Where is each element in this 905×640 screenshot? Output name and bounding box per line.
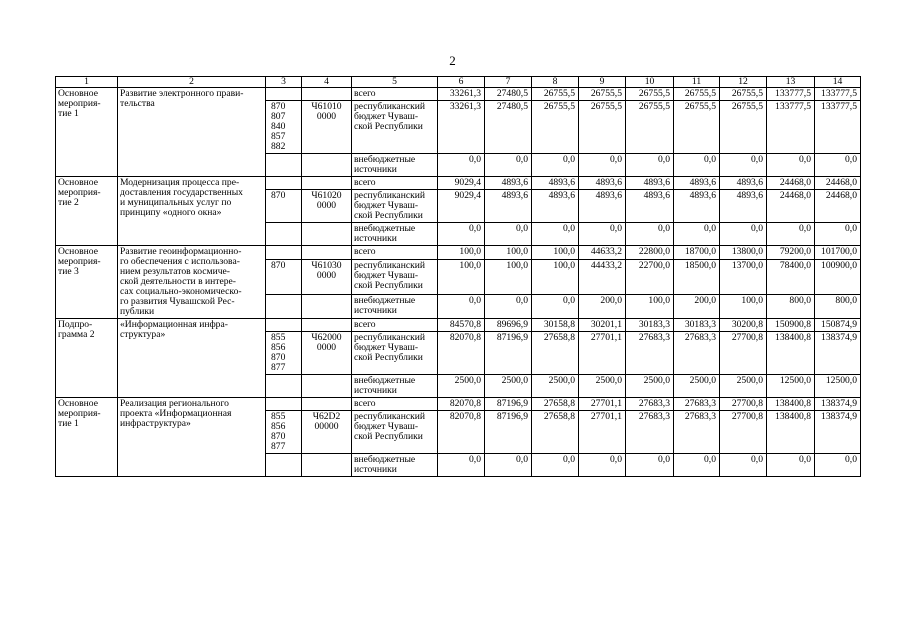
value-cell: 800,0 bbox=[815, 294, 861, 318]
value-cell: 18700,0 bbox=[674, 246, 720, 260]
value-cell: 4893,6 bbox=[626, 177, 674, 190]
funding-source-cell: всего bbox=[352, 246, 438, 260]
value-cell: 44433,2 bbox=[579, 259, 626, 294]
value-cell: 27683,3 bbox=[674, 411, 720, 454]
target-code-cell bbox=[302, 177, 352, 190]
value-cell: 27700,8 bbox=[720, 411, 767, 454]
grbs-code-cell bbox=[266, 88, 302, 101]
value-cell: 133777,5 bbox=[767, 88, 815, 101]
funding-source-cell: внебюджетные источники bbox=[352, 154, 438, 177]
value-cell: 200,0 bbox=[579, 294, 626, 318]
value-cell: 138400,8 bbox=[767, 411, 815, 454]
value-cell: 26755,5 bbox=[532, 101, 579, 154]
value-cell: 4893,6 bbox=[626, 190, 674, 223]
value-cell: 33261,3 bbox=[438, 101, 485, 154]
column-header: 9 bbox=[579, 77, 626, 88]
value-cell: 24468,0 bbox=[815, 177, 861, 190]
budget-table bbox=[55, 76, 861, 477]
value-cell: 100,0 bbox=[438, 259, 485, 294]
grbs-code-cell bbox=[266, 398, 302, 411]
column-header: 7 bbox=[485, 77, 532, 88]
value-cell: 26755,5 bbox=[579, 88, 626, 101]
value-cell: 30183,3 bbox=[674, 319, 720, 332]
funding-source-cell: всего bbox=[352, 177, 438, 190]
value-cell: 4893,6 bbox=[532, 177, 579, 190]
value-cell: 87196,9 bbox=[485, 398, 532, 411]
value-cell: 82070,8 bbox=[438, 332, 485, 375]
value-cell: 78400,0 bbox=[767, 259, 815, 294]
target-code-cell bbox=[302, 319, 352, 332]
funding-source-cell: внебюджетные источники bbox=[352, 223, 438, 246]
value-cell: 0,0 bbox=[815, 154, 861, 177]
value-cell: 138374,9 bbox=[815, 398, 861, 411]
value-cell: 0,0 bbox=[674, 154, 720, 177]
column-header: 11 bbox=[674, 77, 720, 88]
value-cell: 24468,0 bbox=[767, 190, 815, 223]
value-cell: 4893,6 bbox=[674, 177, 720, 190]
value-cell: 0,0 bbox=[438, 454, 485, 477]
value-cell: 200,0 bbox=[674, 294, 720, 318]
value-cell: 13800,0 bbox=[720, 246, 767, 260]
value-cell: 26755,5 bbox=[579, 101, 626, 154]
funding-source-cell: республиканский бюджет Чуваш- ской Республики bbox=[352, 411, 438, 454]
value-cell: 79200,0 bbox=[767, 246, 815, 260]
value-cell: 0,0 bbox=[626, 154, 674, 177]
target-code-cell bbox=[302, 154, 352, 177]
value-cell: 0,0 bbox=[579, 454, 626, 477]
page-number: 2 bbox=[449, 53, 456, 68]
value-cell: 4893,6 bbox=[579, 177, 626, 190]
value-cell: 27701,1 bbox=[579, 398, 626, 411]
value-cell: 26755,5 bbox=[720, 101, 767, 154]
grbs-code-cell: 855 856 870 877 bbox=[266, 332, 302, 375]
funding-source-cell: республиканский бюджет Чуваш- ской Республики bbox=[352, 332, 438, 375]
value-cell: 30200,8 bbox=[720, 319, 767, 332]
funding-source-cell: всего bbox=[352, 398, 438, 411]
value-cell: 4893,6 bbox=[674, 190, 720, 223]
value-cell: 4893,6 bbox=[485, 190, 532, 223]
value-cell: 0,0 bbox=[815, 454, 861, 477]
column-header: 6 bbox=[438, 77, 485, 88]
program-type-cell: Основное мероприя- тие 1 bbox=[56, 88, 118, 177]
value-cell: 133777,5 bbox=[815, 88, 861, 101]
value-cell: 0,0 bbox=[485, 223, 532, 246]
value-cell: 0,0 bbox=[815, 223, 861, 246]
value-cell: 30201,1 bbox=[579, 319, 626, 332]
program-type-cell: Основное мероприя- тие 3 bbox=[56, 246, 118, 319]
value-cell: 0,0 bbox=[485, 454, 532, 477]
value-cell: 9029,4 bbox=[438, 190, 485, 223]
value-cell: 0,0 bbox=[720, 154, 767, 177]
table-row bbox=[56, 88, 861, 101]
table-row bbox=[56, 177, 861, 190]
value-cell: 0,0 bbox=[438, 154, 485, 177]
table-row bbox=[56, 398, 861, 411]
value-cell: 100,0 bbox=[485, 246, 532, 260]
value-cell: 0,0 bbox=[579, 223, 626, 246]
funding-source-cell: внебюджетные источники bbox=[352, 375, 438, 398]
value-cell: 2500,0 bbox=[579, 375, 626, 398]
value-cell: 100900,0 bbox=[815, 259, 861, 294]
target-code-cell: Ч62000 0000 bbox=[302, 332, 352, 375]
value-cell: 0,0 bbox=[674, 454, 720, 477]
value-cell: 13700,0 bbox=[720, 259, 767, 294]
target-code-cell: Ч61010 0000 bbox=[302, 101, 352, 154]
value-cell: 26755,5 bbox=[626, 88, 674, 101]
value-cell: 0,0 bbox=[485, 154, 532, 177]
value-cell: 0,0 bbox=[579, 154, 626, 177]
value-cell: 27701,1 bbox=[579, 411, 626, 454]
column-header: 13 bbox=[767, 77, 815, 88]
value-cell: 0,0 bbox=[767, 454, 815, 477]
value-cell: 89696,9 bbox=[485, 319, 532, 332]
grbs-code-cell bbox=[266, 294, 302, 318]
value-cell: 0,0 bbox=[532, 223, 579, 246]
value-cell: 27683,3 bbox=[674, 398, 720, 411]
program-name-cell: «Информационная инфра- структура» bbox=[118, 319, 266, 398]
value-cell: 100,0 bbox=[485, 259, 532, 294]
value-cell: 27480,5 bbox=[485, 88, 532, 101]
program-type-cell: Подпро- грамма 2 bbox=[56, 319, 118, 398]
column-header: 4 bbox=[302, 77, 352, 88]
grbs-code-cell: 855 856 870 877 bbox=[266, 411, 302, 454]
value-cell: 2500,0 bbox=[674, 375, 720, 398]
value-cell: 27683,3 bbox=[674, 332, 720, 375]
value-cell: 101700,0 bbox=[815, 246, 861, 260]
value-cell: 2500,0 bbox=[438, 375, 485, 398]
column-header: 12 bbox=[720, 77, 767, 88]
value-cell: 82070,8 bbox=[438, 398, 485, 411]
value-cell: 22800,0 bbox=[626, 246, 674, 260]
column-header: 5 bbox=[352, 77, 438, 88]
value-cell: 138400,8 bbox=[767, 398, 815, 411]
value-cell: 100,0 bbox=[532, 246, 579, 260]
value-cell: 27683,3 bbox=[626, 332, 674, 375]
value-cell: 4893,6 bbox=[720, 190, 767, 223]
target-code-cell bbox=[302, 223, 352, 246]
value-cell: 84570,8 bbox=[438, 319, 485, 332]
value-cell: 100,0 bbox=[532, 259, 579, 294]
value-cell: 0,0 bbox=[438, 294, 485, 318]
value-cell: 87196,9 bbox=[485, 411, 532, 454]
funding-source-cell: внебюджетные источники bbox=[352, 454, 438, 477]
value-cell: 100,0 bbox=[720, 294, 767, 318]
value-cell: 26755,5 bbox=[674, 88, 720, 101]
value-cell: 0,0 bbox=[626, 223, 674, 246]
column-header: 1 bbox=[56, 77, 118, 88]
value-cell: 100,0 bbox=[626, 294, 674, 318]
grbs-code-cell: 870 bbox=[266, 190, 302, 223]
funding-source-cell: республиканский бюджет Чуваш- ской Республики bbox=[352, 101, 438, 154]
funding-source-cell: республиканский бюджет Чуваш- ской Республики bbox=[352, 190, 438, 223]
column-header: 10 bbox=[626, 77, 674, 88]
value-cell: 26755,5 bbox=[720, 88, 767, 101]
value-cell: 27700,8 bbox=[720, 398, 767, 411]
value-cell: 4893,6 bbox=[720, 177, 767, 190]
program-name-cell: Развитие геоинформационно- го обеспечения с использова- нием результатов космиче- ской деятельности в интере- сах социально-экономическо- го развития Чувашской Рес- публики bbox=[118, 246, 266, 319]
value-cell: 4893,6 bbox=[485, 177, 532, 190]
value-cell: 0,0 bbox=[532, 154, 579, 177]
value-cell: 27700,8 bbox=[720, 332, 767, 375]
value-cell: 138374,9 bbox=[815, 411, 861, 454]
value-cell: 30158,8 bbox=[532, 319, 579, 332]
value-cell: 27701,1 bbox=[579, 332, 626, 375]
grbs-code-cell bbox=[266, 246, 302, 260]
value-cell: 800,0 bbox=[767, 294, 815, 318]
value-cell: 2500,0 bbox=[532, 375, 579, 398]
program-type-cell: Основное мероприя- тие 1 bbox=[56, 398, 118, 477]
column-header: 2 bbox=[118, 77, 266, 88]
value-cell: 0,0 bbox=[720, 454, 767, 477]
value-cell: 87196,9 bbox=[485, 332, 532, 375]
value-cell: 18500,0 bbox=[674, 259, 720, 294]
program-name-cell: Модернизация процесса пре- доставления государственных и муниципальных услуг по принципу «одного окна» bbox=[118, 177, 266, 246]
value-cell: 2500,0 bbox=[626, 375, 674, 398]
value-cell: 0,0 bbox=[485, 294, 532, 318]
value-cell: 26755,5 bbox=[532, 88, 579, 101]
value-cell: 27480,5 bbox=[485, 101, 532, 154]
value-cell: 133777,5 bbox=[767, 101, 815, 154]
value-cell: 138374,9 bbox=[815, 332, 861, 375]
target-code-cell bbox=[302, 246, 352, 260]
value-cell: 0,0 bbox=[720, 223, 767, 246]
value-cell: 4893,6 bbox=[532, 190, 579, 223]
value-cell: 0,0 bbox=[626, 454, 674, 477]
target-code-cell: Ч62D2 00000 bbox=[302, 411, 352, 454]
value-cell: 0,0 bbox=[674, 223, 720, 246]
program-name-cell: Развитие электронного прави- тельства bbox=[118, 88, 266, 177]
value-cell: 9029,4 bbox=[438, 177, 485, 190]
value-cell: 27683,3 bbox=[626, 411, 674, 454]
target-code-cell bbox=[302, 398, 352, 411]
grbs-code-cell bbox=[266, 375, 302, 398]
value-cell: 27658,8 bbox=[532, 332, 579, 375]
value-cell: 0,0 bbox=[532, 294, 579, 318]
grbs-code-cell bbox=[266, 319, 302, 332]
value-cell: 82070,8 bbox=[438, 411, 485, 454]
value-cell: 0,0 bbox=[438, 223, 485, 246]
grbs-code-cell bbox=[266, 177, 302, 190]
funding-source-cell: республиканский бюджет Чуваш- ской Республики bbox=[352, 259, 438, 294]
value-cell: 0,0 bbox=[767, 154, 815, 177]
value-cell: 22700,0 bbox=[626, 259, 674, 294]
funding-source-cell: всего bbox=[352, 319, 438, 332]
value-cell: 150900,8 bbox=[767, 319, 815, 332]
value-cell: 27658,8 bbox=[532, 398, 579, 411]
grbs-code-cell bbox=[266, 454, 302, 477]
column-header: 8 bbox=[532, 77, 579, 88]
value-cell: 26755,5 bbox=[626, 101, 674, 154]
value-cell: 0,0 bbox=[767, 223, 815, 246]
value-cell: 150874,9 bbox=[815, 319, 861, 332]
value-cell: 100,0 bbox=[438, 246, 485, 260]
value-cell: 2500,0 bbox=[720, 375, 767, 398]
value-cell: 12500,0 bbox=[815, 375, 861, 398]
value-cell: 4893,6 bbox=[579, 190, 626, 223]
funding-source-cell: всего bbox=[352, 88, 438, 101]
value-cell: 24468,0 bbox=[815, 190, 861, 223]
grbs-code-cell: 870 bbox=[266, 259, 302, 294]
column-header: 3 bbox=[266, 77, 302, 88]
value-cell: 33261,3 bbox=[438, 88, 485, 101]
grbs-code-cell: 870 807 840 857 882 bbox=[266, 101, 302, 154]
value-cell: 27683,3 bbox=[626, 398, 674, 411]
value-cell: 12500,0 bbox=[767, 375, 815, 398]
table-row bbox=[56, 246, 861, 260]
funding-source-cell: внебюджетные источники bbox=[352, 294, 438, 318]
target-code-cell: Ч61030 0000 bbox=[302, 259, 352, 294]
table-row bbox=[56, 319, 861, 332]
target-code-cell bbox=[302, 375, 352, 398]
value-cell: 30183,3 bbox=[626, 319, 674, 332]
value-cell: 138400,8 bbox=[767, 332, 815, 375]
program-type-cell: Основное мероприя- тие 2 bbox=[56, 177, 118, 246]
value-cell: 26755,5 bbox=[674, 101, 720, 154]
grbs-code-cell bbox=[266, 154, 302, 177]
value-cell: 24468,0 bbox=[767, 177, 815, 190]
value-cell: 2500,0 bbox=[485, 375, 532, 398]
value-cell: 133777,5 bbox=[815, 101, 861, 154]
value-cell: 27658,8 bbox=[532, 411, 579, 454]
column-header: 14 bbox=[815, 77, 861, 88]
target-code-cell bbox=[302, 294, 352, 318]
target-code-cell bbox=[302, 454, 352, 477]
target-code-cell: Ч61020 0000 bbox=[302, 190, 352, 223]
value-cell: 44633,2 bbox=[579, 246, 626, 260]
value-cell: 0,0 bbox=[532, 454, 579, 477]
target-code-cell bbox=[302, 88, 352, 101]
program-name-cell: Реализация регионального проекта «Информационная инфраструктура» bbox=[118, 398, 266, 477]
header-row bbox=[56, 77, 861, 88]
grbs-code-cell bbox=[266, 223, 302, 246]
